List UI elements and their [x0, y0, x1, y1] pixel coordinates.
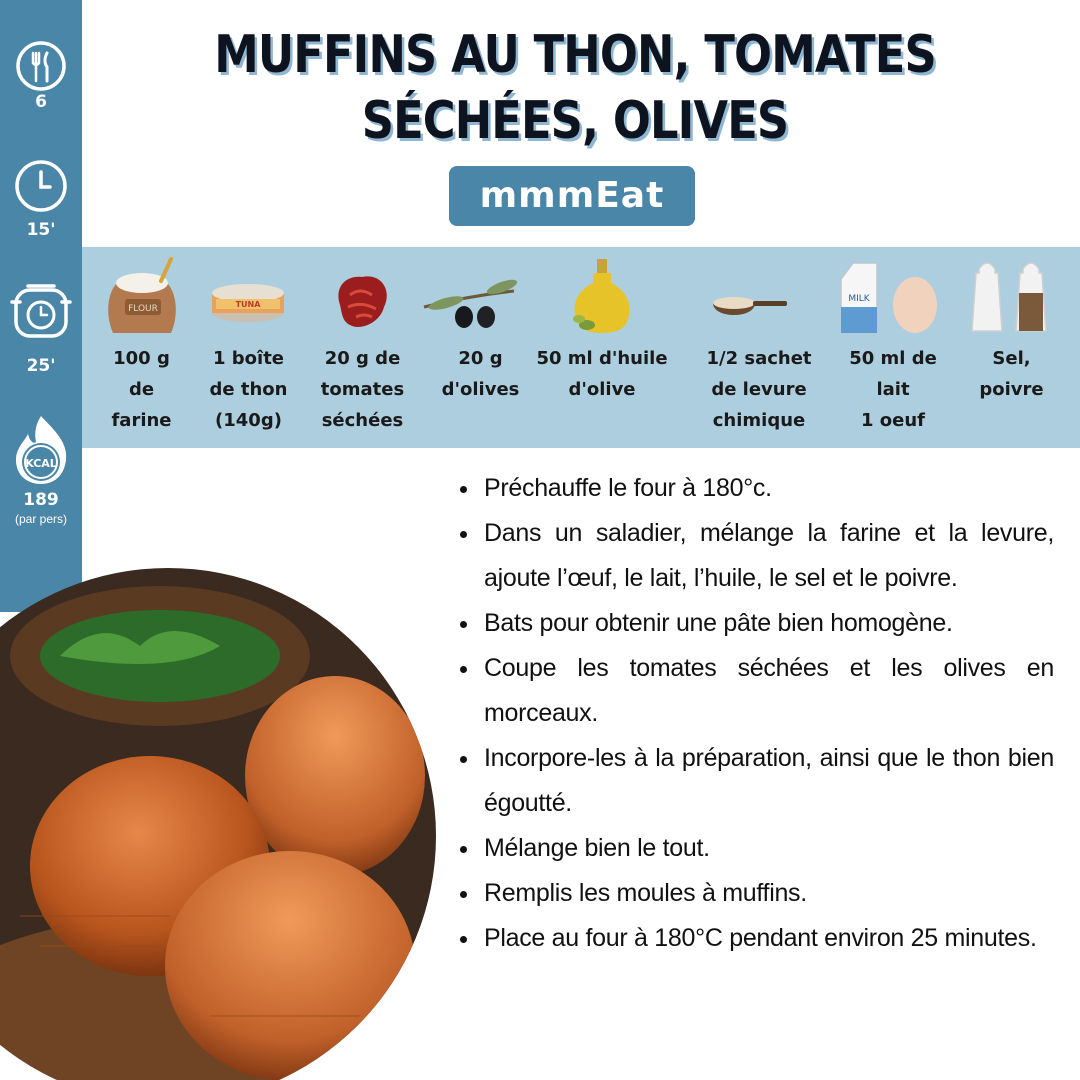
recipe-steps: [458, 466, 1054, 961]
ingredient-label: 20 g d'olives: [441, 348, 520, 400]
recipe-step: Mélange bien le tout.: [458, 826, 1054, 871]
muffins-photo: [0, 566, 440, 1080]
prep-time-value: 15': [26, 220, 56, 240]
recipe-step: Place au four à 180°C pendant environ 25 minutes.: [458, 916, 1054, 961]
ingredient-label: 100 g de farine: [111, 348, 172, 431]
svg-text:MILK: MILK: [848, 294, 870, 304]
ingredient-label: 50 ml d'huile d'olive: [536, 348, 668, 400]
calories-info: [0, 412, 82, 526]
tuna-can-icon: [186, 255, 311, 335]
milk-egg-icon: [833, 255, 953, 335]
cook-time-info: [0, 282, 82, 376]
recipe-step: Coupe les tomates séchées et les olives en morceaux.: [458, 646, 1054, 736]
ingredients-band: [82, 247, 1080, 448]
salt-pepper-icon: [949, 255, 1074, 335]
clock-icon: [13, 158, 69, 214]
recipe-step: Préchauffe le four à 180°c.: [458, 466, 1054, 511]
kcal-badge: KCAL: [25, 457, 57, 470]
recipe-step: Dans un saladier, mélange la farine et la levure, ajoute l’œuf, le lait, l’huile, le sel et le poivre.: [458, 511, 1054, 601]
recipe-step: Remplis les moules à muffins.: [458, 871, 1054, 916]
svg-text:FLOUR: FLOUR: [128, 304, 158, 314]
ingredient-label: 50 ml de lait 1 oeuf: [849, 348, 937, 431]
servings-value: 6: [35, 92, 47, 112]
prep-time-info: [0, 158, 82, 240]
recipe-title: MUFFINS AU THON, TOMATES SÉCHÉES, OLIVES: [214, 25, 936, 151]
dried-tomato-icon: [300, 255, 425, 335]
calories-value: 189: [23, 490, 59, 510]
ingredient-label: 1/2 sachet de levure chimique: [706, 348, 812, 431]
olives-icon: [418, 255, 543, 335]
kcal-flame-icon: [8, 412, 74, 488]
oven-timer-icon: [8, 282, 74, 342]
fork-knife-icon: [15, 40, 67, 92]
ingredient-label: 1 boîte de thon (140g): [209, 348, 288, 431]
baking-powder-spoon-icon: [693, 255, 825, 335]
cook-time-value: 25': [26, 356, 56, 376]
servings-info: [0, 40, 82, 112]
brand-logo: mmmEat: [449, 166, 695, 226]
ingredient-label: 20 g de tomates séchées: [320, 348, 405, 431]
recipe-step: Bats pour obtenir une pâte bien homogène.: [458, 601, 1054, 646]
olive-oil-bottle-icon: [527, 255, 677, 335]
recipe-step: Incorpore-les à la préparation, ainsi que le thon bien égoutté.: [458, 736, 1054, 826]
ingredient-label: Sel, poivre: [979, 348, 1044, 400]
svg-text:TUNA: TUNA: [235, 300, 261, 309]
calories-unit: (par pers): [14, 512, 67, 526]
recipe-info-sidebar: [0, 0, 82, 612]
